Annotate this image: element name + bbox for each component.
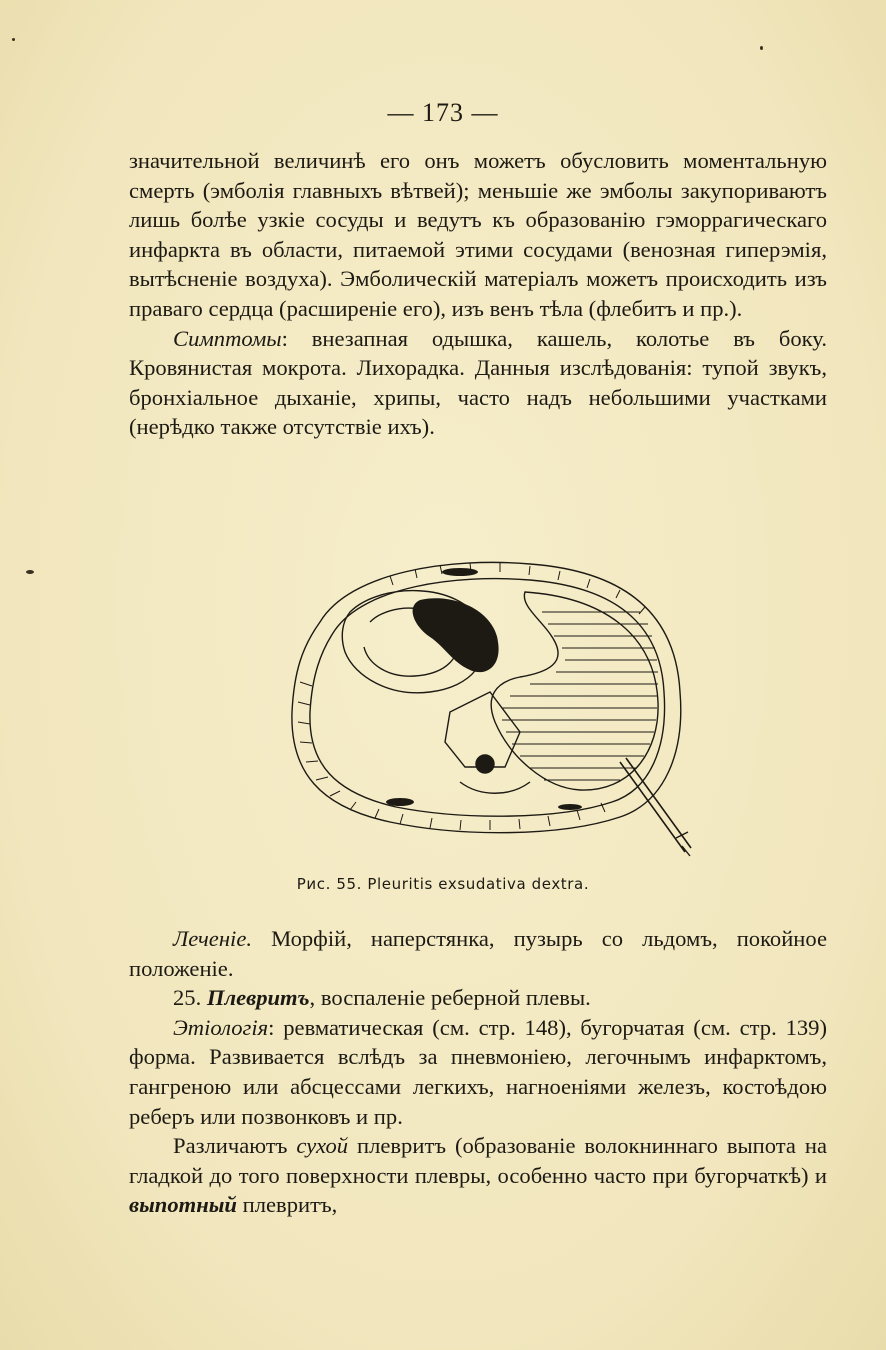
paragraph-etiology (129, 1013, 827, 1131)
chest-wall-inner (310, 579, 665, 817)
section-number: 25. (173, 985, 202, 1011)
paragraph-embolism-text: значительной величинѣ его онъ можетъ обусловить моментальную смерть (эмболія главныхъ вѣтвей); меньшіе же эмболы закупориваютъ лишь болѣе узкіе сосуды и ведутъ къ образованію гэморрагическаго инфаркта въ области, питаемой этими сосудами (венозная гиперэмія, вытѣсненіе воздуха). Эмболическій матеріалъ можетъ происходить изъ праваго сердца (расширеніе его), изъ венъ тѣла (флебитъ и пр.). (129, 148, 827, 321)
paragraph-types (129, 1131, 827, 1220)
pleural-effusion (491, 592, 658, 790)
figure-thorax-cross-section (280, 552, 700, 862)
symptoms-label: Симптомы (173, 325, 282, 351)
text-block-bottom (129, 924, 827, 1220)
paragraph-pleurisy-heading (129, 983, 827, 1013)
treatment-text: Морфій, наперстянка, пузырь со льдомъ, покойное положеніе. (129, 926, 827, 981)
pleurisy-label: Плевритъ (206, 985, 310, 1011)
paragraph-embolism (129, 146, 827, 324)
trocar-needle (620, 758, 691, 852)
treatment-label: Леченіе. (173, 926, 253, 951)
pleurisy-text: , воспаленіе реберной плевы. (309, 985, 591, 1011)
etiology-label: Этіологія (173, 1014, 269, 1040)
paper-speck (12, 38, 15, 41)
paragraph-symptoms (129, 324, 827, 442)
dry-pleurisy-label: сухой (296, 1133, 349, 1159)
types-text-end: плевритъ, (237, 1192, 338, 1218)
text-block-top (129, 146, 827, 442)
figure-caption: Рис. 55. Pleuritis exsudativa dextra. (296, 875, 590, 893)
paper-speck (26, 570, 34, 574)
effusive-pleurisy-label: выпотный (129, 1192, 237, 1218)
types-text-start: Различаютъ (173, 1133, 297, 1159)
paragraph-treatment (129, 924, 827, 983)
heart-chamber (413, 598, 499, 672)
paper-speck (760, 46, 763, 50)
etiology-text: : ревматическая (см. стр. 148), бугорчатая (см. стр. 139) форма. Развивается вслѣдъ за пневмоніею, легочнымъ инфарктомъ, гангреною или абсцессами легкихъ, нагноеніями железъ, костоѣдою реберъ или позвонковъ и пр. (129, 1014, 827, 1129)
symptoms-text: : внезапная одышка, кашель, колотье въ боку. Кровянистая мокрота. Лихорадка. Данныя изслѣдованія: тупой звукъ, бронхіальное дыханіе, хрипы, часто надъ небольшими участками (нерѣдко также отсутствіе ихъ). (129, 325, 827, 440)
types-text-middle: плевритъ (образованіе волокниннаго выпота на гладкой до того поверхности плевры, особенно часто при бугорчаткѣ) и (129, 1133, 828, 1188)
page-number: — 173 — (387, 98, 499, 127)
